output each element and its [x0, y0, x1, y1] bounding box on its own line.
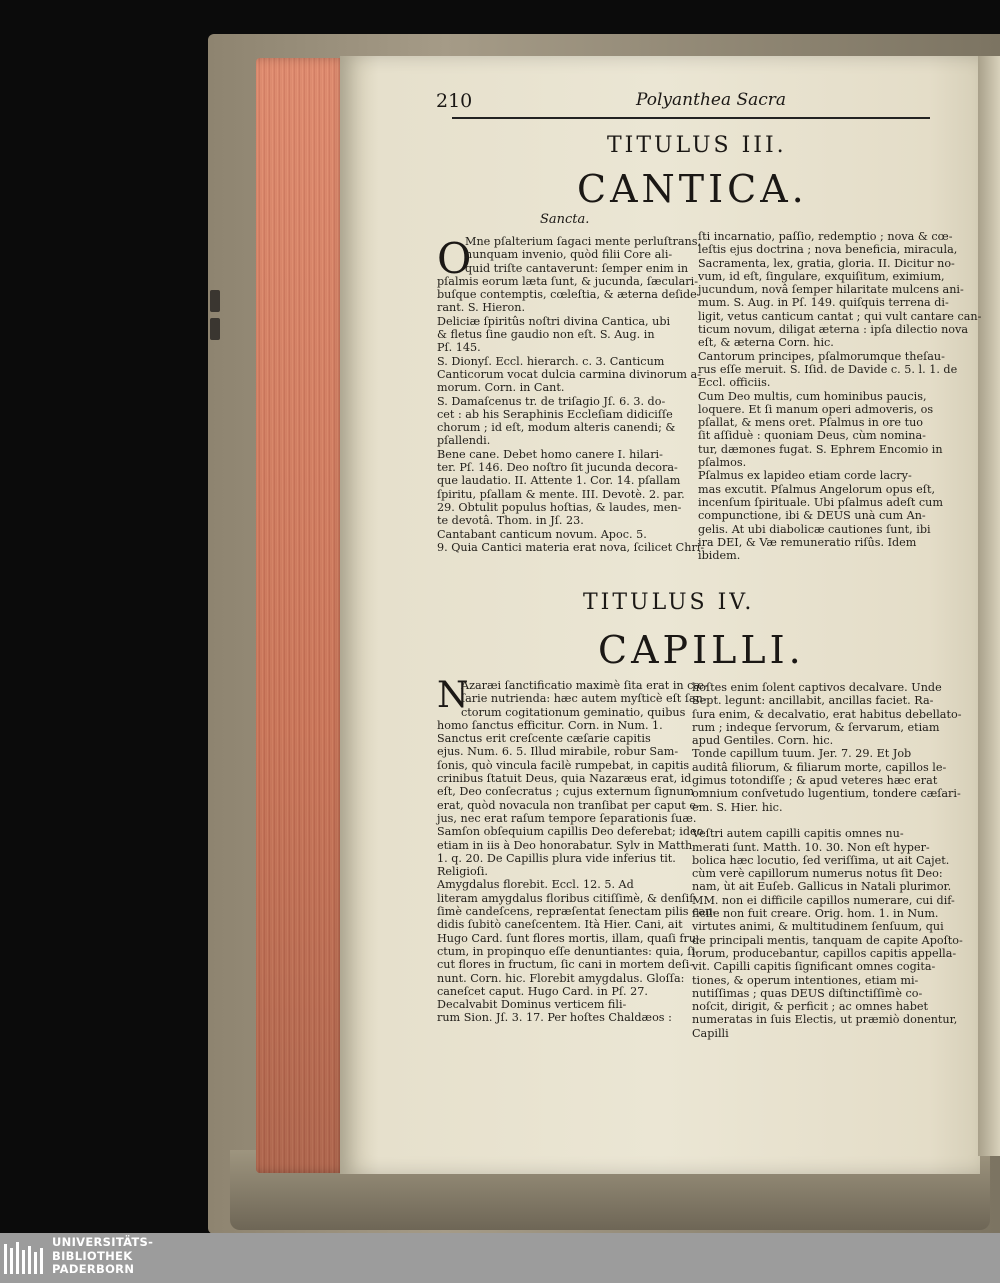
text-line: Pſ. 145. [437, 341, 481, 355]
text-line: ejus. Num. 6. 5. Illud mirabile, robur Sam- [437, 745, 679, 759]
text-line: gimus totondiſſe ; & apud veteres hæc erat [692, 774, 938, 788]
text-line: etiam in iis à Deo honorabatur. Sylv in Matth. [437, 838, 696, 852]
text-line: Sanctus erit creſcente cæſarie capitis [437, 732, 651, 746]
text-line: Canticorum vocat dulcia carmina divinorum a- [437, 367, 701, 381]
text-line: gelis. At ubi diabolicæ cautiones ſunt, ibi [698, 522, 931, 536]
text-line: mas excutit. Pſalmus Angelorum opus eſt, [698, 482, 935, 496]
page-number: 210 [436, 90, 473, 112]
text-line: ſonis, quò vincula facilè rumpebat, in capitis [437, 758, 690, 772]
text-line: te devotâ. Thom. in Jſ. 23. [437, 514, 584, 528]
text-line: ſura enim, & decalvatio, erat habitus debellato- [692, 707, 962, 721]
text-line: Sacramenta, lex, gratia, gloria. II. Dicitur no- [698, 256, 955, 270]
drop-cap: O [437, 234, 472, 283]
library-name-line: PADERBORN [52, 1262, 135, 1276]
text-column [437, 235, 704, 554]
text-line: Religioſi. [437, 865, 488, 879]
text-line: Pſalmus ex lapideo etiam corde lacry- [698, 469, 912, 483]
text-line: vum, id eſt, ſingulare, exquiſitum, eximium, [698, 269, 945, 283]
text-line: literam amygdalus floribus citiſſimè, & denſiſ- [437, 891, 698, 905]
text-line: que laudatio. II. Attente 1. Cor. 14. pſallam [437, 474, 681, 488]
text-line: mum. S. Aug. in Pſ. 149. quiſquis terrena di- [698, 296, 949, 310]
section-subtitle: Sancta. [540, 212, 590, 227]
text-line: pſalmis eorum læta ſunt, & jucunda, ſæculari- [437, 274, 698, 288]
text-line: Deliciæ ſpiritûs noſtri divina Cantica, ubi [437, 314, 671, 328]
text-line: didis ſubitò caneſcentem. Ità Hier. Cani, ait [437, 918, 683, 932]
text-line: ctum, in propinquo eſſe denuntiantes: quia, ſi- [437, 944, 699, 958]
library-name [52, 1236, 153, 1277]
text-line: jus, nec erat raſum tempore ſeparationis ſuæ. [437, 811, 697, 825]
text-line: rant. S. Hieron. [437, 301, 526, 315]
text-line: buſque contemptis, cœleſtia, & æterna deſide- [437, 288, 701, 302]
text-line: Capilli [692, 1026, 729, 1040]
text-line: S. Damaſcenus tr. de triſagio Jſ. 6. 3. do- [437, 394, 666, 408]
text-line: nunt. Corn. hic. Florebit amygdalus. Gloſſa: [437, 971, 685, 985]
text-line: nunquam invenio, quòd filii Core ali- [465, 248, 673, 262]
text-line: noſcit, dirigit, & perficit ; ac omnes habet [692, 1000, 928, 1014]
text-line: crinibus ſtatuit Deus, quia Nazaræus erat, id [437, 772, 692, 786]
text-line: virtutes animi, & multitudinem ſenſuum, qui [692, 920, 944, 934]
titulus-heading: TITULUS IV. [583, 590, 755, 615]
text-line: eſt, Deo conſecratus ; cujus externum ſignum [437, 785, 695, 799]
text-column [692, 681, 963, 1040]
text-line: ſarie nutrienda: hæc autem myſticè eſt ſan- [461, 692, 707, 706]
text-line: merati ſunt. Matth. 10. 30. Non eſt hyper- [692, 840, 930, 854]
text-line: jucundum, novâ ſemper hilaritate mulcens ani- [698, 283, 964, 297]
text-line: 29. Obtulit populus hoſtias, & laudes, men- [437, 500, 682, 514]
text-line: compunctione, ibi & DEUS unà cum An- [698, 509, 926, 523]
text-line: caneſcet caput. Hugo Card. in Pſ. 27. [437, 984, 648, 998]
text-line: tur, dæmones fugat. S. Ephrem Encomio in [698, 442, 943, 456]
library-name-line: BIBLIOTHEK [52, 1248, 133, 1263]
text-line: ctorum cogitationum geminatio, quibus [461, 705, 686, 719]
text-line: & fletus ſine gaudio non eſt. S. Aug. in [437, 328, 655, 342]
text-line: eſt, & æterna Corn. hic. [698, 336, 834, 350]
text-line: ſit aſſiduè : quoniam Deus, cùm nomina- [698, 429, 926, 443]
page-edge-shade [256, 58, 348, 1173]
text-line: Hugo Card. ſunt flores mortis, illam, quaſi fru- [437, 931, 700, 945]
text-line: homo ſanctus efficitur. Corn. in Num. 1. [437, 718, 663, 732]
text-line: erat, quòd novacula non tranſibat per caput e- [437, 798, 700, 812]
text-line: Veſtri autem capilli capitis omnes nu- [692, 827, 904, 841]
text-line: em. S. Hier. hic. [692, 800, 783, 814]
clasp-icon [210, 290, 220, 312]
text-line: ticum novum, diligat æterna : ipſa dilectio nova [698, 323, 969, 337]
text-line: auditâ filiorum, & filiarum morte, capillos le- [692, 760, 947, 774]
text-line: tiones, & operum intentiones, etiam mi- [692, 973, 919, 987]
text-line: MM. non ei difficile capillos numerare, cui dif- [692, 893, 955, 907]
text-line: lorum, producebantur, capillos capitis appella- [692, 946, 957, 960]
drop-cap: N [437, 675, 469, 716]
text-line: vit. Capilli capitis ſignificant omnes cogita- [692, 960, 936, 974]
section-title: CANTICA. [577, 167, 808, 211]
text-line: Cum Deo multis, cum hominibus paucis, [698, 389, 927, 403]
text-line: nam, ùt ait Euſeb. Gallicus in Natali plurimor. [692, 880, 952, 894]
library-logo-icon [2, 1238, 46, 1280]
running-title: Polyanthea Sacra [636, 90, 787, 110]
text-line: Decalvabit Dominus verticem fili- [437, 998, 627, 1012]
text-line: cùm verè capillorum numerus notus ſit Deo: [692, 867, 943, 881]
text-line: Cantabant canticum novum. Apoc. 5. [437, 527, 647, 541]
text-line: rum ; indeque ſervorum, & ſervarum, etiam [692, 720, 940, 734]
text-line: cut flores in fructum, ſic cani in mortem deſi- [437, 958, 694, 972]
text-line: nutiſſimas ; quas DEUS diſtinctiſſimè co- [692, 986, 923, 1000]
text-line: Amygdalus florebit. Eccl. 12. 5. Ad [437, 878, 634, 892]
text-line: Samſon obſequium capillis Deo deferebat; ideo [437, 825, 704, 839]
text-line: 1. q. 20. De Capillis plura vide inferius tit. [437, 851, 676, 865]
text-line: Tonde capillum tuum. Jer. 7. 29. Et Job [692, 747, 912, 761]
text-line: incenſum ſpirituale. Ubi pſalmus adeſt cum [698, 495, 943, 509]
text-line: chorum ; id eſt, modum alteris canendi; & [437, 421, 676, 435]
text-line: bolica hæc locutio, ſed veriſſima, ut ait Cajet. [692, 853, 950, 867]
text-line: ter. Pſ. 146. Deo noſtro ſit jucunda decora- [437, 461, 678, 475]
text-line: pſallat, & mens oret. Pſalmus in ore tuo [698, 416, 924, 430]
facing-page-sliver [978, 56, 1000, 1156]
library-name-line: UNIVERSITÄTS- [52, 1235, 154, 1249]
header-rule [452, 117, 930, 119]
text-column [698, 230, 981, 562]
text-line: hoſtes enim ſolent captivos decalvare. Unde [692, 681, 942, 694]
text-line: ligit, vetus canticum cantat ; qui vult cantare can- [698, 309, 982, 323]
text-line: 9. Quia Cantici materia erat nova, ſcilicet Chri- [437, 540, 705, 554]
section-title: CAPILLI. [598, 628, 805, 672]
text-line: Azaræi ſanctificatio maximè ſita erat in cæ- [461, 679, 708, 692]
text-line: apud Gentiles. Corn. hic. [692, 734, 834, 748]
text-line: pſalmos. [698, 456, 747, 470]
text-line: numeratas in ſuis Electis, ut præmiò donentur, [692, 1013, 958, 1027]
text-line: ibidem. [698, 549, 741, 563]
text-line: rus eſſe meruit. S. Iſid. de Davide c. 5. l. 1. de [698, 362, 958, 376]
text-line: omnium conſvetudo lugentium, tondere cæſari- [692, 787, 961, 801]
text-line: ſti incarnatio, paſſio, redemptio ; nova & cœ- [698, 230, 953, 243]
text-line: pſallendi. [437, 434, 491, 448]
text-line: quid triſte cantaverunt: ſemper enim in [465, 261, 689, 275]
text-line: Sept. legunt: ancillabit, ancillas faciet. Ra- [692, 694, 934, 708]
text-line: leſtis ejus doctrina ; nova beneficia, miracula, [698, 243, 958, 257]
text-line: ſpiritu, pſallam & mente. III. Devotè. 2. par. [437, 487, 685, 501]
text-line: Cantorum principes, pſalmorumque theſau- [698, 349, 945, 363]
text-line: ficile non fuit creare. Orig. hom. 1. in Num. [692, 907, 939, 921]
text-line: cet : ab his Seraphinis Eccleſiam didiciſſe [437, 407, 673, 421]
text-line: morum. Corn. in Cant. [437, 381, 565, 395]
text-line [692, 814, 963, 827]
text-column [437, 675, 716, 1025]
text-line: de principali mentis, tanquam de capite Apoſto- [692, 933, 963, 947]
text-line: Eccl. officiis. [698, 376, 771, 390]
titulus-heading: TITULUS III. [607, 133, 787, 158]
text-line: Mne pſalterium ſagaci mente perluſtrans, [465, 235, 702, 248]
text-line: Bene cane. Debet homo canere I. hilari- [437, 447, 663, 461]
text-line: S. Dionyſ. Eccl. hierarch. c. 3. Canticum [437, 354, 665, 368]
text-line: ſimè candeſcens, repræſentat ſenectam pilis can- [437, 905, 716, 919]
text-line: loquere. Et ſi manum operi admoveris, os [698, 402, 934, 416]
text-line: ira DEI, & Væ remuneratio riſûs. Idem [698, 535, 917, 549]
clasp-icon [210, 318, 220, 340]
text-line: rum Sion. Jſ. 3. 17. Per hoſtes Chaldæos : [437, 1011, 672, 1025]
